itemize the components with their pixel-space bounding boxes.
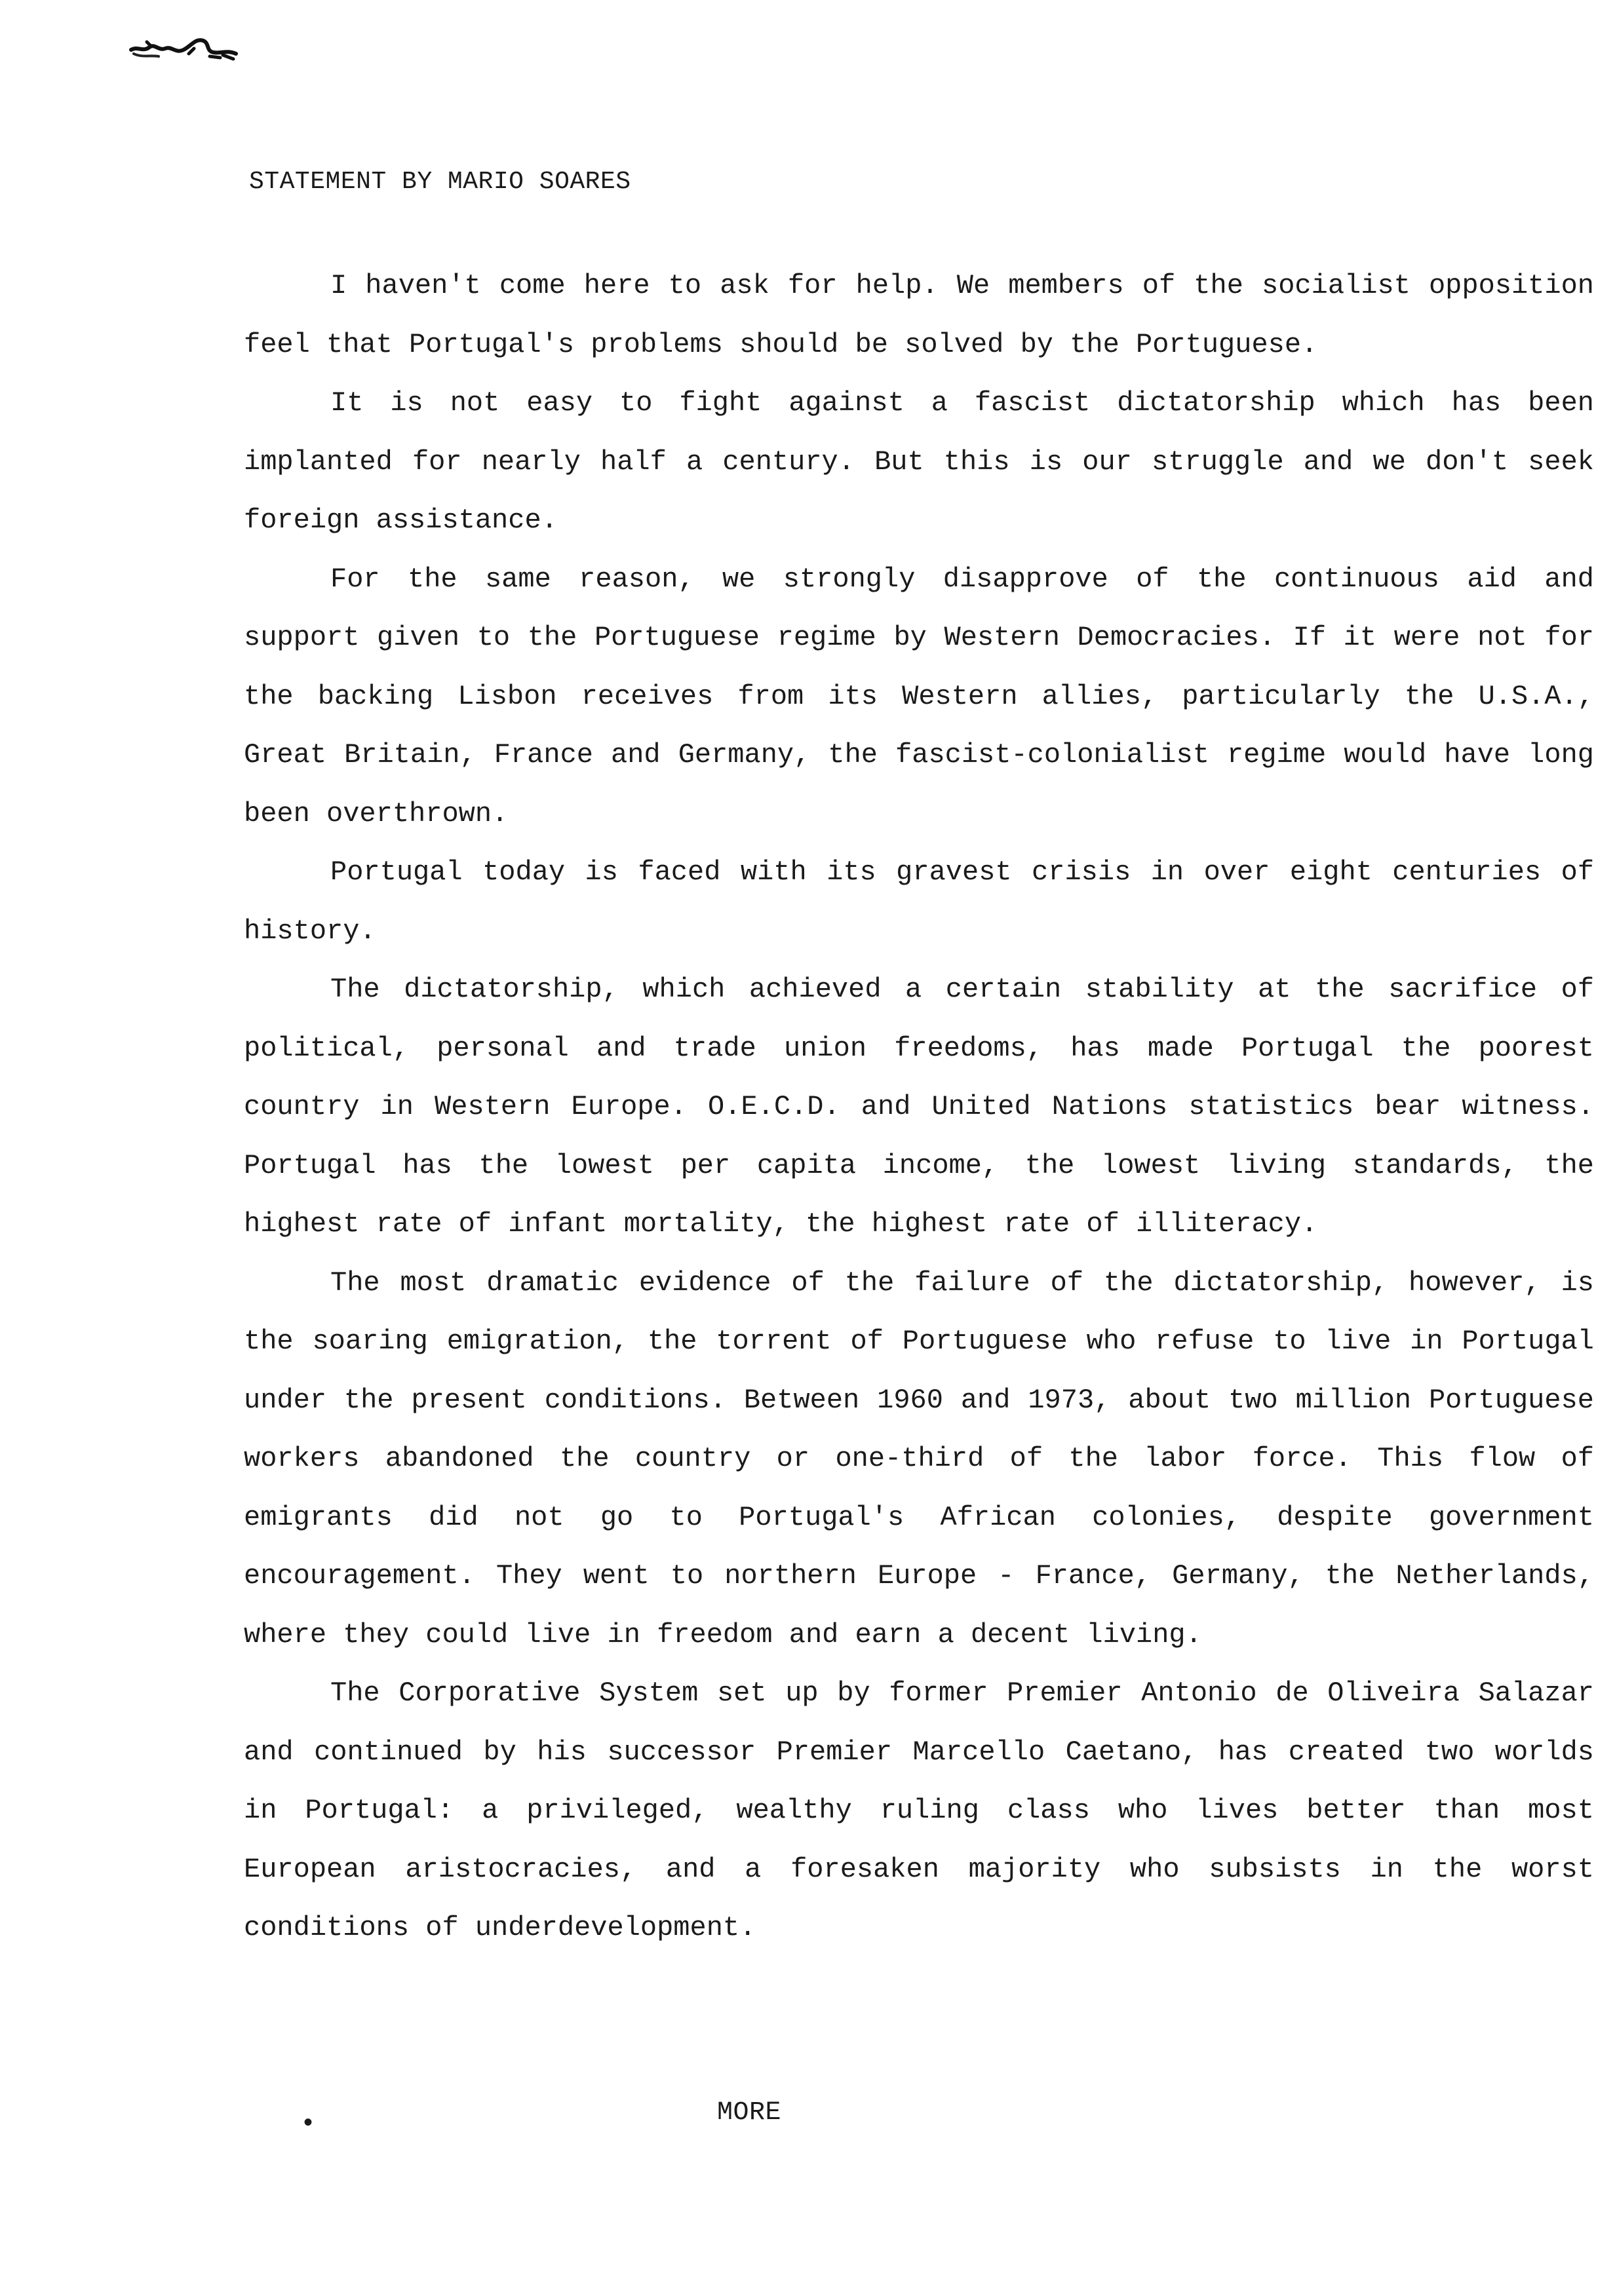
paragraph-2: It is not easy to fight against a fascist dictatorship which has been implanted for nearly half a century. But this is our struggle and we don't seek foreign assistance. xyxy=(244,387,1594,536)
handwritten-mark-icon xyxy=(128,34,240,66)
continuation-marker: MORE xyxy=(717,2098,782,2128)
paragraph-3: For the same reason, we strongly disapprove of the continuous aid and support given to the Portuguese regime by Western Democracies. If it were not for the backing Lisbon receives from its Western allies, particularly the U.S.A., Great Britain, France and Germany, the fascist-colonialist regime would have long been overthrown. xyxy=(244,563,1594,830)
paragraph-4: Portugal today is faced with its gravest crisis in over eight centuries of history. xyxy=(244,856,1594,947)
paragraph-7: The Corporative System set up by former Premier Antonio de Oliveira Salazar and continued by his successor Premier Marcello Caetano, has created two worlds in Portugal: a privileged, wealthy ruling class who lives better than most European aristocracies, and a foresaken majority who subsists in the worst conditions of underdevelopment. xyxy=(244,1677,1594,1943)
paragraph-5: The dictatorship, which achieved a certain stability at the sacrifice of political, personal and trade union freedoms, has made Portugal the poorest country in Western Europe. O.E.C.D. and United Nations statistics bear witness. Portugal has the lowest per capita income, the lowest living standards, the highest rate of infant mortality, the highest rate of illiteracy. xyxy=(244,974,1594,1240)
document-title: STATEMENT BY MARIO SOARES xyxy=(249,168,631,196)
document-body xyxy=(244,257,1594,1958)
paragraph-1: I haven't come here to ask for help. We members of the socialist opposition feel that Portugal's problems should be solved by the Portuguese. xyxy=(244,270,1594,360)
footer-bullet: • xyxy=(300,2110,317,2139)
paragraph-6: The most dramatic evidence of the failure of the dictatorship, however, is the soaring emigration, the torrent of Portuguese who refuse to live in Portugal under the present conditions. Between 1960 and 1973, about two million Portuguese workers abandoned the country or one-third of the labor force. This flow of emigrants did not go to Portugal's African colonies, despite government encouragement. They went to northern Europe - France, Germany, the Netherlands, where they could live in freedom and earn a decent living. xyxy=(244,1267,1594,1651)
